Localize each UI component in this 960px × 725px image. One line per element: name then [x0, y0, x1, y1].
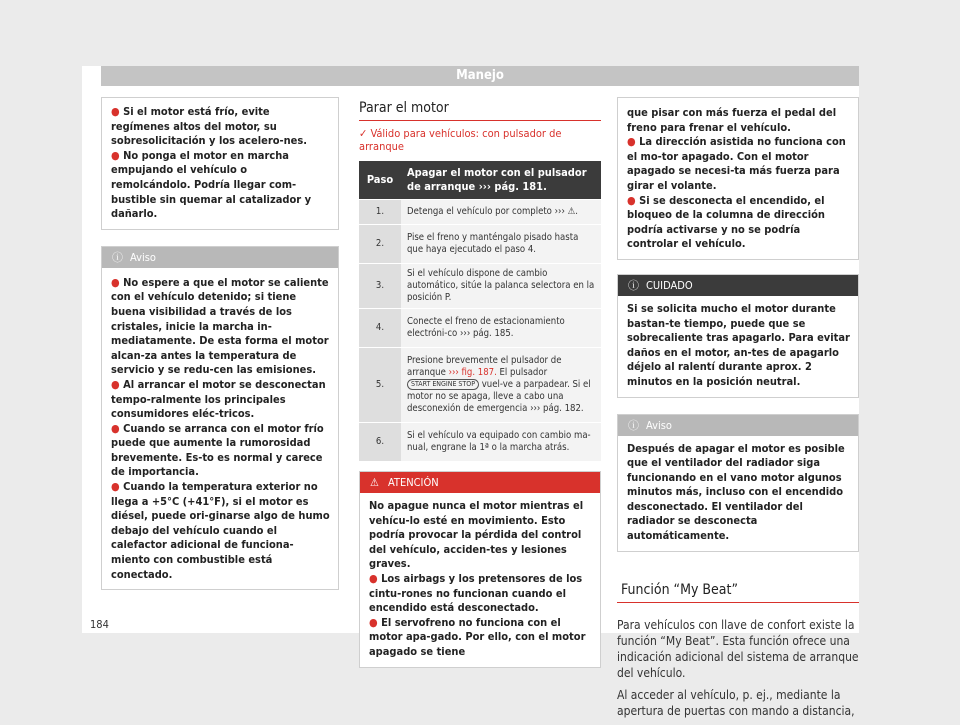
- cuidado-box: [617, 274, 859, 398]
- info-icon: ⓘ: [112, 250, 123, 264]
- aviso-item: Al arrancar el motor se desconectan tempo-ralmente los principales consumidores eléc-tricos.: [111, 377, 326, 421]
- bullet-icon: ●: [111, 421, 120, 435]
- aviso-box-right: [617, 414, 859, 552]
- bullet-icon: ●: [111, 105, 120, 118]
- continued-intro: que pisar con más fuerza el pedal del freno para frenar el vehículo.: [627, 106, 837, 134]
- cuidado-label: CUIDADO: [646, 278, 693, 292]
- exclamation-icon: ⓘ: [628, 278, 639, 292]
- bullet-icon: ●: [111, 148, 120, 162]
- bullet-icon: ●: [369, 615, 378, 629]
- step-text: Si el vehículo va equipado con cambio ma-nual, engrane la 1ª o la marcha atrás.: [401, 423, 601, 462]
- step-number: 3.: [359, 264, 401, 309]
- aviso-box: [101, 246, 339, 590]
- steps-table: [359, 161, 601, 461]
- step-text: Detenga el vehículo por completo ››› ⚠.: [401, 200, 601, 225]
- right-column: [617, 97, 859, 725]
- section-title-mybeat: Función “My Beat”: [617, 582, 859, 603]
- aviso-item: Cuando se arranca con el motor frío puede que aumente la rumorosidad brevemente. Es-to es normal y carece de importancia.: [111, 421, 324, 479]
- table-row: [359, 225, 601, 264]
- page-number: 184: [90, 618, 109, 631]
- paragraph: Para vehículos con llave de confort existe la función “My Beat”. Esta función ofrece una indicación adicional del sistema de arranque del vehículo.: [617, 617, 859, 680]
- aviso-header: [618, 415, 858, 436]
- cuidado-text: Si se solicita mucho el motor durante bastan-te tiempo, puede que se sobrecaliente tras apagarlo. Para evitar daños en el motor, an-tes de apagarlo déjelo al ralentí durante aprox. 2 minutos en la posición neutral.: [627, 301, 850, 388]
- mybeat-body: [617, 617, 859, 719]
- continued-item: Si se desconecta el encendido, el bloqueo de la columna de dirección podría activarse y no se podría controlar el vehículo.: [627, 193, 825, 251]
- table-row: [359, 200, 601, 225]
- paragraph: Al acceder al vehículo, p. ej., mediante la apertura de puertas con mando a distancia,: [617, 687, 855, 718]
- info-icon: ⓘ: [628, 418, 639, 432]
- cuidado-header: [618, 275, 858, 296]
- atencion-continued-box: [617, 97, 859, 260]
- aviso-item: Cuando la temperatura exterior no llega a +5°C (+41°F), si el motor es diésel, puede ori-ginarse algo de humo debajo del vehículo cuando el calefactor adicional de funciona-miento con combustible está conectado.: [111, 480, 330, 581]
- bullet-icon: ●: [111, 275, 120, 289]
- aviso-header: [102, 247, 338, 268]
- bullet-icon: ●: [627, 193, 636, 207]
- step-text: Si el vehículo dispone de cambio automático, sitúe la palanca selectora en la posición P.: [401, 264, 601, 309]
- middle-column: [359, 100, 601, 668]
- warning-triangle-icon: ⚠: [370, 476, 379, 489]
- aviso-label: Aviso: [646, 418, 672, 432]
- atencion-item: Los airbags y los pretensores de los cintu-rones no funcionan cuando el encendido está desconectado.: [369, 571, 583, 615]
- bullet-icon: ●: [111, 480, 120, 494]
- atencion-item: El servofreno no funciona con el motor apa-gado. Por ello, con el motor apagado se tiene: [369, 615, 586, 658]
- continued-item: La dirección asistida no funciona con el mo-tor apagado. Con el motor apagado se necesi-ta más fuerza para girar el volante.: [627, 135, 846, 192]
- figure-reference-link[interactable]: ››› fig. 187.: [448, 367, 497, 378]
- check-icon: ✓: [359, 127, 368, 140]
- table-row: [359, 423, 601, 462]
- step-text: Conecte el freno de estacionamiento electróni-co ››› pág. 185.: [401, 309, 601, 348]
- table-header-title: Apagar el motor con el pulsador de arranque ››› pág. 181.: [401, 161, 601, 200]
- table-row: [359, 264, 601, 309]
- start-stop-button-icon: START ENGINE STOP: [407, 379, 479, 390]
- step-text: Presione brevemente el pulsador de arranque ››› fig. 187. El pulsador START ENGINE STOP vuel-ve a parpadear. Si el motor no se apaga, lleve a cabo una desconexión de emergencia ››› pág. 182.: [401, 348, 601, 423]
- warning-item: No ponga el motor en marcha empujando el vehículo o remolcándolo. Podría llegar com-bustible sin quemar al catalizador y dañarlo.: [111, 148, 312, 221]
- section-title-parar: Parar el motor: [359, 100, 601, 121]
- step-number: 2.: [359, 225, 401, 264]
- top-warning-box: [101, 97, 339, 230]
- table-header-paso: Paso: [359, 161, 401, 200]
- step-text: Pise el freno y manténgalo pisado hasta que haya ejecutado el paso 4.: [401, 225, 601, 264]
- page-header: Manejo: [101, 66, 859, 86]
- atencion-box: [359, 471, 601, 668]
- aviso-item: No espere a que el motor se caliente con el vehículo detenido; si tiene buena visibilidad a través de los cristales, inicie la marcha in-mediatamente. De esta forma el motor alcan-za antes la temperatura de servicio y se redu-cen las emisiones.: [111, 275, 329, 377]
- bullet-icon: ●: [369, 571, 378, 585]
- left-column: [101, 97, 339, 590]
- warning-item: Si el motor está frío, evite regímenes altos del motor, su sobresolicitación y los acelero-nes.: [111, 105, 308, 148]
- bullet-icon: ●: [627, 135, 636, 149]
- aviso-text: Después de apagar el motor es posible que el ventilador del radiador siga funcionando en el vano motor algunos minutos más, incluso con el encendido desconectado. El ventilador del radiador se desconecta automáticamente.: [627, 441, 845, 543]
- validity-note: ✓ Válido para vehículos: con pulsador de arranque: [359, 127, 562, 153]
- atencion-intro: No apague nunca el motor mientras el vehícu-lo esté en movimiento. Esto podría provocar la pérdida del control del vehículo, acciden-tes y lesiones graves.: [369, 499, 584, 571]
- atencion-header: [360, 472, 600, 493]
- step-number: 6.: [359, 423, 401, 462]
- aviso-label: Aviso: [130, 250, 156, 264]
- table-row: [359, 309, 601, 348]
- step-number: 4.: [359, 309, 401, 348]
- step-number: 1.: [359, 200, 401, 225]
- atencion-label: ATENCIÓN: [388, 476, 439, 489]
- bullet-icon: ●: [111, 377, 120, 391]
- step-number: 5.: [359, 348, 401, 423]
- table-row: [359, 348, 601, 423]
